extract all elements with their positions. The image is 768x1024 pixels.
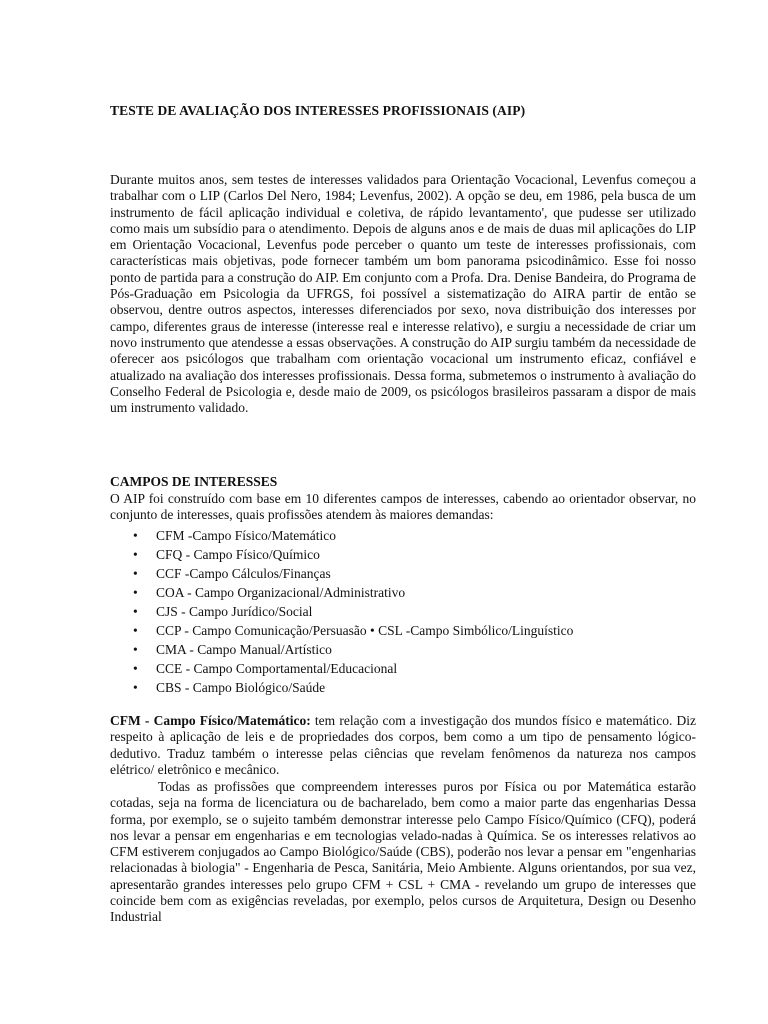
interest-fields-list — [133, 526, 573, 697]
field-list-item — [133, 659, 573, 678]
field-list-item — [133, 564, 573, 583]
field-list-item — [133, 545, 573, 564]
cfm-section-lead: CFM - Campo Físico/Matemático: — [110, 713, 311, 728]
field-list-item — [133, 678, 573, 697]
cfm-section-body: Todas as profissões que compreendem interesses puros por Física ou por Matemática estarão cotadas, seja na forma de licenciatura ou de bacharelado, bem como a maior parte das engenharias Dessa forma, por exemplo, se o sujeito também demonstrar interesse pelo Campo Físico/Químico (CFQ), poderá nos levar a pensar em engenharias e em tecnologias velado-nadas à Química. Se os interesses relativos ao CFM estiverem conjugados ao Campo Biológico/Saúde (CBS), poderão nos levar a pensar em "engenharias relacionadas à biologia" - Engenharia de Pesca, Sanitária, Meio Ambiente. Alguns orientandos, por sua vez, apresentarão grandes interesses pelo grupo CFM + CSL + CMA - revelando um grupo de interesses que coincide bem com as exigências reveladas, por exemplo, pelos cursos de Arquitetura, Design ou Desenho Industrial — [110, 779, 696, 925]
intro-paragraph: Durante muitos anos, sem testes de interesses validados para Orientação Vocacional, Levenfus começou a trabalhar com o LIP (Carlos Del Nero, 1984; Levenfus, 2002). A opção se deu, em 1986, pela busca de um instrumento de fácil aplicação individual e coletiva, de rápido levantamento', que pudesse ser utilizado como mais um subsídio para o atendimento. Depois de alguns anos e de mais de duas mil aplicações do LIP em Orientação Vocacional, Levenfus pode perceber o quanto um teste de interesses profissionais, com características mais objetivas, pode fornecer também um bom panorama psicodinâmico. Esse foi nosso ponto de partida para a construção do AIP. Em conjunto com a Profa. Dra. Denise Bandeira, do Programa de Pós-Graduação em Psicologia da UFRGS, foi possível a sistematização do AIRA partir de então se observou, dentre outros aspectos, interesses diferenciados por sexo, nova distribuição dos interesses por campo, diferentes graus de interesse (interesse real e interesse relativo), e surgiu a necessidade de criar um novo instrumento que atendesse a essas observações. A construção do AIP surgiu também da necessidade de oferecer aos psicólogos que trabalham com orientação vocacional um instrumento eficaz, confiável e atualizado na avaliação dos interesses profissionais. Dessa forma, submetemos o instrumento à avaliação do Conselho Federal de Psicologia e, desde maio de 2009, os psicólogos brasileiros passaram a dispor de mais um instrumento validado. — [110, 172, 696, 416]
campos-intro-paragraph: O AIP foi construído com base em 10 diferentes campos de interesses, cabendo ao orientador observar, no conjunto de interesses, quais profissões atendem às maiores demandas: — [110, 491, 696, 523]
bullet-icon: • — [133, 604, 138, 619]
field-list-item — [133, 640, 573, 659]
bullet-icon: • — [133, 680, 138, 695]
field-list-item-label: CCE - Campo Comportamental/Educacional — [156, 661, 398, 676]
field-list-item — [133, 621, 573, 640]
field-list-item-label: CFM -Campo Físico/Matemático — [156, 528, 336, 543]
cfm-section-intro — [110, 713, 696, 778]
field-list-item-label: CCF -Campo Cálculos/Finanças — [156, 566, 331, 581]
field-list-item-label: COA - Campo Organizacional/Administrativo — [156, 585, 406, 600]
bullet-icon: • — [133, 661, 138, 676]
bullet-icon: • — [133, 585, 138, 600]
bullet-icon: • — [133, 623, 138, 638]
field-list-item-label: CJS - Campo Jurídico/Social — [156, 604, 313, 619]
bullet-icon: • — [133, 528, 138, 543]
field-list-item-label: CBS - Campo Biológico/Saúde — [156, 680, 326, 695]
document-title: TESTE DE AVALIAÇÃO DOS INTERESSES PROFISSIONAIS (AIP) — [110, 103, 526, 118]
section-heading-campos: CAMPOS DE INTERESSES — [110, 474, 278, 489]
field-list-item-label: CFQ - Campo Físico/Químico — [156, 547, 320, 562]
bullet-icon: • — [133, 642, 138, 657]
field-list-item — [133, 602, 573, 621]
field-list-item — [133, 583, 573, 602]
field-list-item — [133, 526, 573, 545]
field-list-item-label: CCP - Campo Comunicação/Persuasão • CSL -Campo Simbólico/Linguístico — [156, 623, 574, 638]
bullet-icon: • — [133, 566, 138, 581]
cfm-section-text: tem relação com a investigação dos mundos físico e matemático. Diz respeito à aplicação de leis e de propriedades dos corpos, bem como a um tipo de pensamento lógico-dedutivo. Traduz também o interesse pelas ciências que revelam fenômenos da natureza nos campos elétrico/ eletrônico e mecânico. — [110, 713, 696, 777]
bullet-icon: • — [133, 547, 138, 562]
field-list-item-label: CMA - Campo Manual/Artístico — [156, 642, 332, 657]
